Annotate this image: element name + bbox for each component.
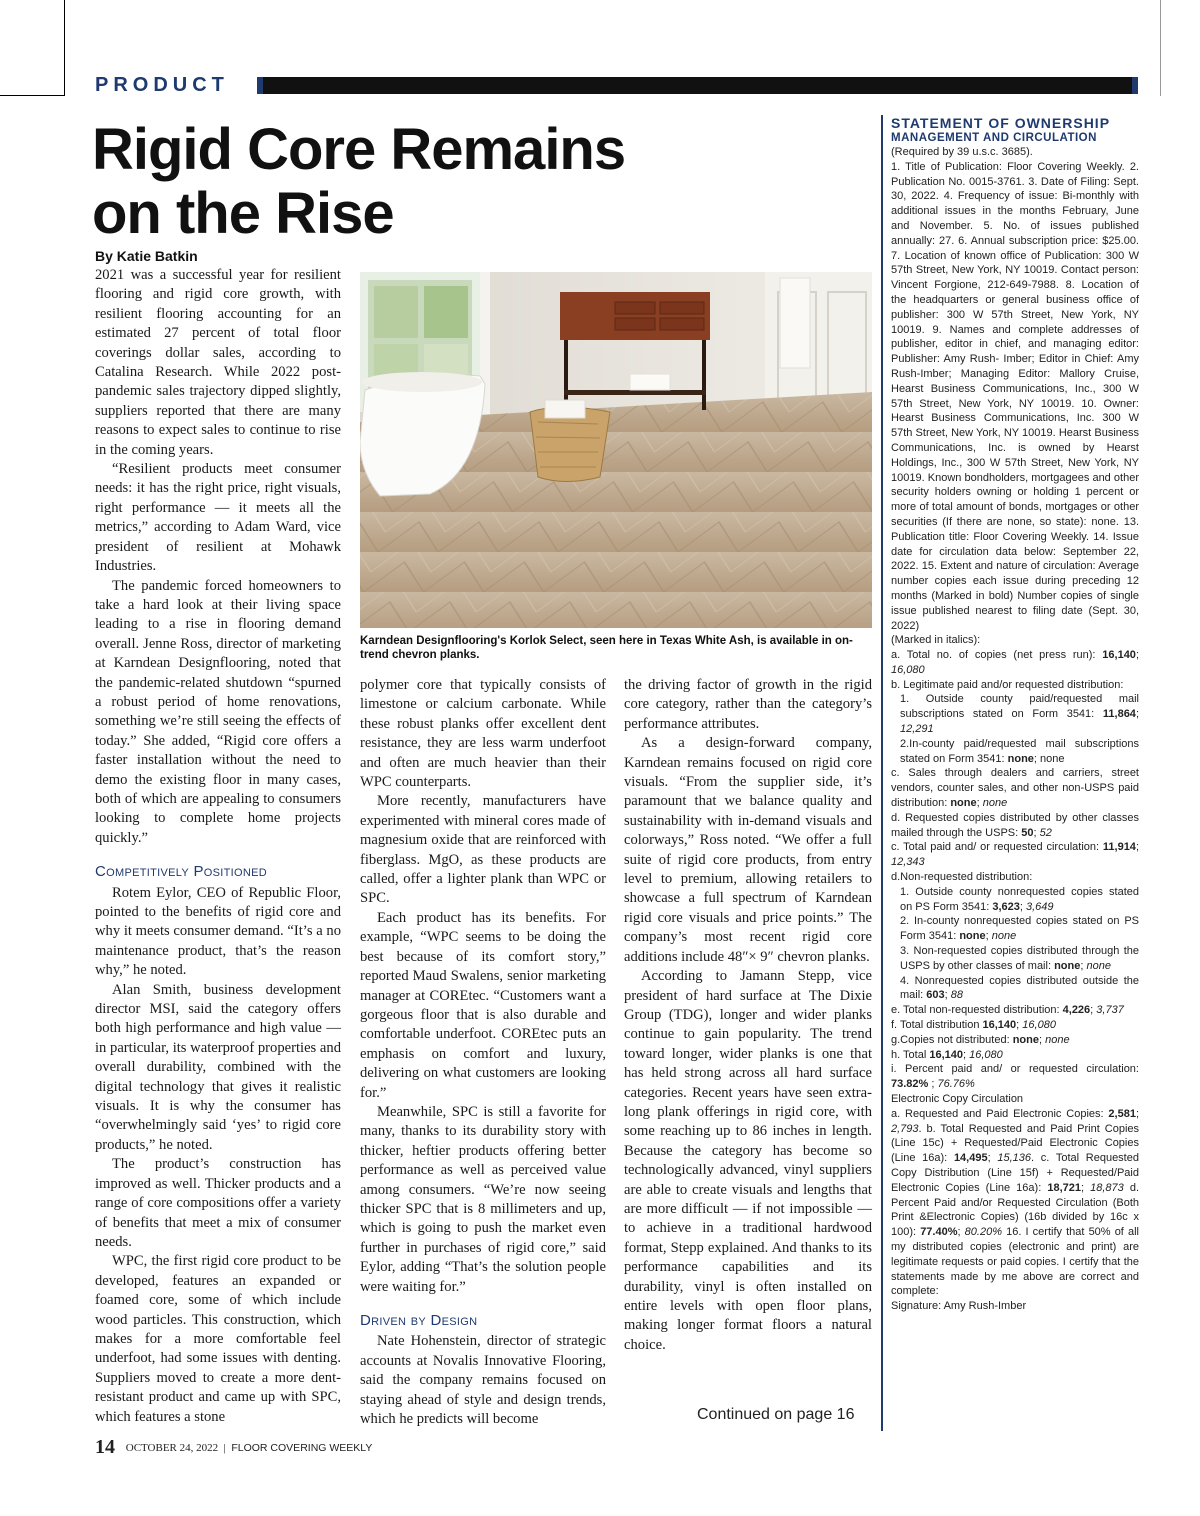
circ-line-i: i. Percent paid and/ or requested circulation: 73.82% ; 76.76% xyxy=(891,1063,1139,1091)
sidebar-title: STATEMENT OF OWNERSHIP xyxy=(891,115,1111,131)
paragraph: The pandemic forced homeowners to take a hard look at their living space leading to a rise in flooring demand overall. Jenne Ross, director of marketing at Karndean Designflooring, noted that the pandemic-related shutdown “spurned a robust period of home renovations, something we’re still seeing the effects of today.” She added, “Rigid core offers a faster installation without the need to demo the existing floor in many cases, both of which are appealing to consumers looking to complete home projects quickly.” xyxy=(95,577,341,846)
article-column-1 xyxy=(95,266,341,1427)
article-column-2 xyxy=(360,676,606,1429)
sidebar-italics-note: (Marked in italics): xyxy=(891,634,981,647)
circ-line-g: g.Copies not distributed: none; none xyxy=(891,1033,1070,1046)
headline-line-2: on the Rise xyxy=(92,181,394,246)
circ-line-a: a. Total no. of copies (net press run): 16,140; 16,080 xyxy=(891,649,1139,676)
circ-line-dn3: 3. Non-requested copies distributed through the USPS by other classes of mail: none; none xyxy=(900,945,1139,972)
paragraph: According to Jamann Stepp, vice president of hard surface at The Dixie Group (TDG), longer and wider planks continue to gain popularity. The trend toward longer, wider planks is one that has held strong across all hard surface categories. Recent years have seen extra-long plank offerings in rigid core, with some reaching up to 86 inches in length. Because the category has become so technologically advanced, vinyl suppliers are able to create visuals and lengths that are more difficult — if not impossible — to achieve in a traditional hardwood format, Stepp explained. And thanks to its performance capabilities and its durability, vinyl is often installed on entire levels with open floor plans, making longer format floors a natural choice. xyxy=(624,968,872,1353)
circ-line-b1: 1. Outside county paid/requested mail subscriptions stated on Form 3541: 11,864; 12,291 xyxy=(900,693,1139,736)
sidebar-body: 1. Title of Publication: Floor Covering Weekly. 2. Publication No. 0015-3761. 3. Date of Filing: Sept. 30, 2022. 4. Frequency of issue: Bi-monthly with additional issues in the months February, June and November. 5. No. of issues published annually: 27. 6. Annual subscription price: $25.00. 7. Location of known office of Publication: 300 W 57th Street, New York, NY 10019. Contact person: Vincent Forgione, 212-649-7988. 8. Location of the headquarters or general business office of publisher: 300 W 57th Street, New York, NY 10019. 9. Names and complete addresses of publisher, editor in chief, and managing editor: Publisher: Amy Rush- Imber; Editor in Chief: Amy Rush-Imber; Managing Editor: Mallory Cruise, Hearst Business Communications, Inc., 300 W 57th Street, New York, NY 10019. 10. Owner: Hearst Business Communications, Inc. 300 W 57th Street, New York, NY 10019. Hearst Business Communications, Inc. is owned by Hearst Holdings, Inc., 300 W 57th Street, New York, NY 10019. Known bondholders, mortgagees and other security holders owning or holding 1 percent or more of total amount of bonds, mortgages or other securities (If there are none, so state): none. 13. Publication title: Floor Covering Weekly. 14. Issue date for circulation data below: September 22, 2022. 15. Extent and nature of circulation: Average number copies each issue during preceding 12 months (Marked in bold) Number copies of single issue published nearest to filing date (Sept. 30, 2022) xyxy=(891,160,1139,632)
circ-line-h: h. Total 16,140; 16,080 xyxy=(891,1048,1003,1061)
circ-line-dn2: 2. In-county nonrequested copies stated on PS Form 3541: none; none xyxy=(900,915,1139,943)
paragraph: More recently, manufacturers have experimented with mineral cores made of magnesium oxide that are reinforced with fiberglass. MgO, as these products are called, offer a lighter plank than WPC or SPC. xyxy=(360,793,606,907)
sidebar-required: (Required by 39 u.s.c. 3685). xyxy=(891,146,1033,158)
subhead-competitively-positioned: Competitively Positioned xyxy=(95,863,267,881)
byline: By Katie Batkin xyxy=(95,248,198,264)
sidebar-subtitle: MANAGEMENT AND CIRCULATION xyxy=(891,132,1097,144)
ecc-block: a. Requested and Paid Electronic Copies: 2,581; 2,793. b. Total Requested and Paid Print Copies (Line 15c) + Requested/Paid Electronic Copies (Line 16a): 14,495; 15,136. c. Total Requested Copy Distribution (Line 15f) + Requested/Paid Electronic Copies (Line 16a): 18,721; 18,873 d. Percent Paid and/or Requested Circulation (Both Print &Electronic Copies) (16b divided by 16c x 100): 77.40%; 80.20% 16. I certify that 50% of all my distributed copies (electronic and print) are legitimate requests or paid copies. I certify that the statements made by me above are correct and complete: xyxy=(891,1107,1140,1298)
trim-mark-horizontal xyxy=(0,95,64,96)
headline xyxy=(92,118,872,246)
headline-line-1: Rigid Core Remains xyxy=(92,117,626,182)
section-label: PRODUCT xyxy=(95,74,229,96)
paragraph: WPC, the first rigid core product to be developed, features an expanded or foamed core, some of which include wood particles. This construction, which makes for a more comfortable feel underfoot, had some issues with denting. Suppliers moved to create a more dent-resistant product and came up with SPC, which features a stone xyxy=(95,1253,341,1425)
trim-mark-right xyxy=(1160,0,1161,96)
paragraph: polymer core that typically consists of limestone or calcium carbonate. While these robust planks offer excellent dent resistance, they are less warm underfoot and often are much heavier than their WPC counterparts. xyxy=(360,677,606,791)
bathroom-photo-illustration xyxy=(360,272,872,628)
circ-line-dn1: 1. Outside county nonrequested copies stated on PS Form 3541: 3,623; 3,649 xyxy=(900,885,1139,913)
circ-line-dn: d.Non-requested distribution: xyxy=(891,871,1033,884)
article-photo xyxy=(360,272,872,628)
paragraph: Rotem Eylor, CEO of Republic Floor, pointed to the benefits of rigid core and why it meets consumer demand. “It’s a no maintenance product, that’s the reason why,” he noted. xyxy=(95,884,341,979)
circ-line-d: d. Requested copies distributed by other classes mailed through the USPS: 50; 52 xyxy=(891,811,1139,839)
photo-caption: Karndean Designflooring's Korlok Select, seen here in Texas White Ash, is available in on-trend chevron planks. xyxy=(360,635,853,661)
paragraph: Nate Hohenstein, director of strategic accounts at Novalis Innovative Flooring, said the company remains focused on staying ahead of style and design trends, which he predicts will become xyxy=(360,1333,606,1428)
circ-line-f: f. Total distribution 16,140; 16,080 xyxy=(891,1019,1056,1032)
paragraph: “Resilient products meet consumer needs: it has the right price, right visuals, right performance — it meets all the metrics,” according to Adam Ward, vice president of resilient at Mohawk Industries. xyxy=(95,461,341,575)
paragraph: The product’s construction has improved as well. Thicker products and a range of core compositions offer a variety of benefits that meet a mix of consumer needs. xyxy=(95,1156,341,1250)
circ-line-dn4: 4. Nonrequested copies distributed outside the mail: 603; 88 xyxy=(900,974,1139,1002)
subhead-driven-by-design: Driven by Design xyxy=(360,1312,478,1329)
circ-line-c: c. Sales through dealers and carriers, street vendors, counter sales, and other non-USPS paid distribution: none; none xyxy=(891,767,1139,810)
paragraph: 2021 was a successful year for resilient flooring and rigid core growth, with resilient flooring accounting for an estimated 27 percent of total floor coverings dollar sales, according to Catalina Research. While 2022 post-pandemic sales trajectory dipped slightly, suppliers reported that there are many reasons to expect sales to continue to rise in the coming years. xyxy=(95,267,341,458)
paragraph: Each product has its benefits. For example, “WPC seems to be doing the best because of its comfort story,” reported Maud Swalens, senior marketing manager at COREtec. “Customers want a gorgeous floor that is also durable and comfortable underfoot. COREtec puts an emphasis on comfort and luxury, delivering on what customers are looking for.” xyxy=(360,909,606,1101)
page-footer xyxy=(95,1436,372,1459)
trim-mark-vertical xyxy=(64,0,65,96)
paragraph: the driving factor of growth in the rigid core category, rather than the category’s performance attributes. xyxy=(624,677,872,732)
publication-name: FLOOR COVERING WEEKLY xyxy=(231,1442,373,1454)
section-header xyxy=(95,74,1138,96)
footer-separator: | xyxy=(223,1442,226,1454)
circ-line-e: e. Total non-requested distribution: 4,226; 3,737 xyxy=(891,1004,1124,1017)
circ-line-b2: 2.In-county paid/requested mail subscriptions stated on Form 3541: none; none xyxy=(900,737,1139,765)
paragraph: As a design-forward company, Karndean remains focused on rigid core visuals. “From the supplier side, it’s paramount that we balance quality and sustainability with in-demand visuals and colorways,” Ross noted. “We offer a full suite of rigid core products, from entry level to premium, allowing retailers to showcase a full spectrum of Karndean rigid core visuals and price points.” The company’s most recent rigid core additions include 48″× 9″ chevron planks. xyxy=(624,735,872,965)
section-rule xyxy=(257,77,1138,94)
article-column-3 xyxy=(624,676,872,1355)
ecc-heading: Electronic Copy Circulation xyxy=(891,1093,1024,1105)
circ-line-c2: c. Total paid and/ or requested circulation: 11,914; 12,343 xyxy=(891,841,1139,869)
circ-line-b: b. Legitimate paid and/or requested distribution: xyxy=(891,678,1124,691)
paragraph: Meanwhile, SPC is still a favorite for many, thanks to its durability story with thicker, heftier products offering better performance as well as perceived value among consumers. “We’re now seeing thicker SPC that is 8 millimeters and up, which is going to push the market even further in purchases of rigid core,” said Eylor, adding “That’s the solution people were waiting for.” xyxy=(360,1103,606,1295)
page-number: 14 xyxy=(95,1436,115,1458)
signature: Signature: Amy Rush-Imber xyxy=(891,1300,1027,1313)
statement-of-ownership-sidebar xyxy=(881,115,1139,1431)
paragraph: Alan Smith, business development director MSI, said the category offers both high performance and high value — in particular, its waterproof properties and overall durability, combined with the digital technology that gives it realistic visuals. It is why the consumer has “overwhelmingly said ‘yes’ to rigid core products,” he noted. xyxy=(95,981,341,1153)
continued-on-link[interactable]: Continued on page 16 xyxy=(697,1406,855,1423)
issue-date: OCTOBER 24, 2022 xyxy=(125,1442,219,1454)
